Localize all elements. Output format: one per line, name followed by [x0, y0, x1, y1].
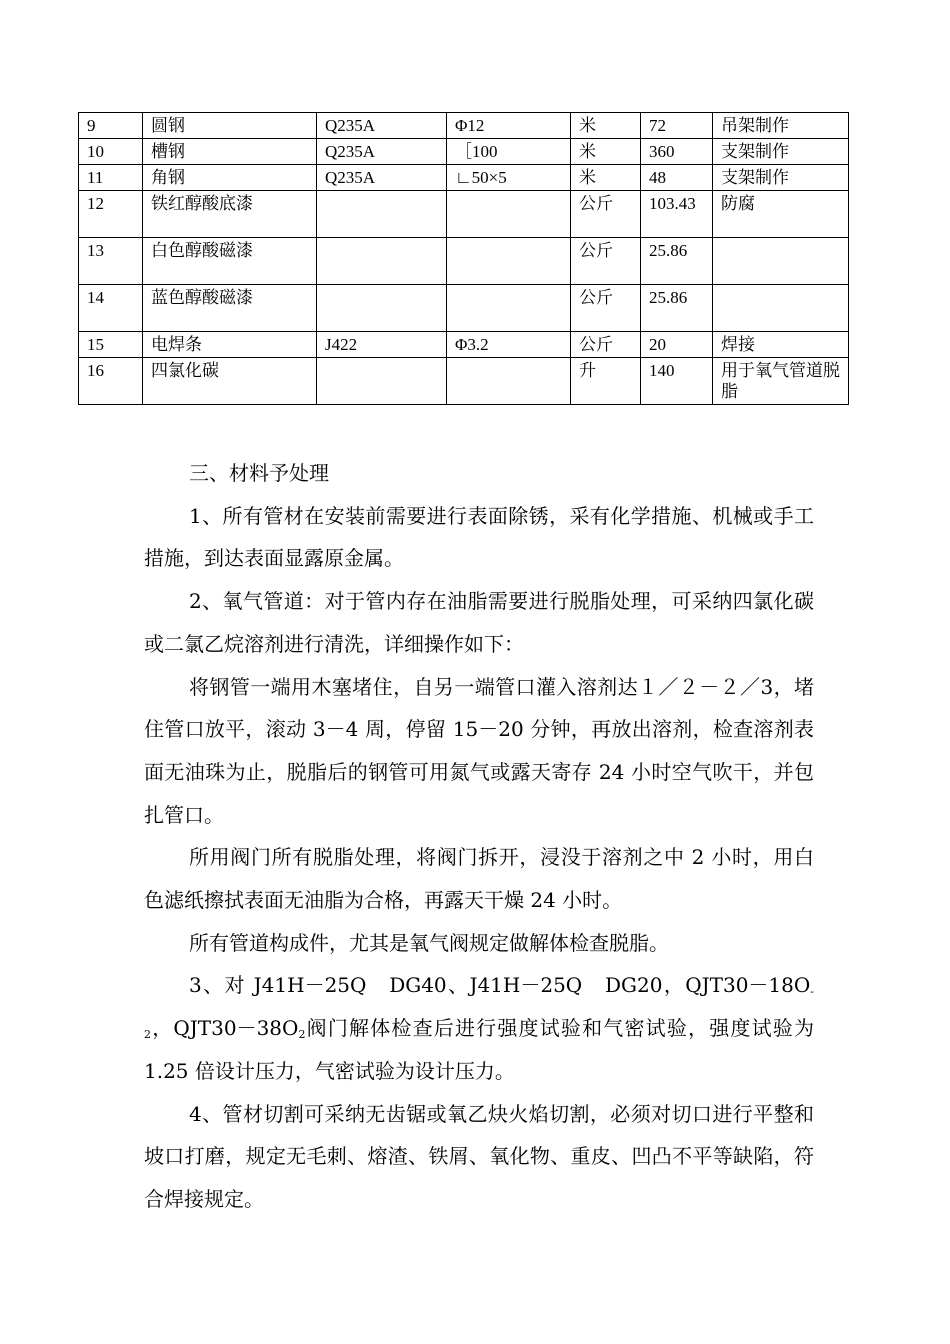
table-cell: [447, 238, 571, 285]
table-cell: 25.86: [641, 238, 713, 285]
table-cell: 11: [79, 165, 143, 191]
table-cell: 10: [79, 139, 143, 165]
table-cell: Q235A: [317, 165, 447, 191]
table-cell: 四氯化碳: [143, 358, 317, 405]
table-cell: [447, 285, 571, 332]
table-cell: 电焊条: [143, 332, 317, 358]
paragraph-1: 1、所有管材在安装前需要进行表面除锈，采有化学措施、机械或手工措施，到达表面显露原金属。: [144, 503, 814, 571]
table-row: [79, 113, 849, 139]
table-cell: 米: [571, 139, 641, 165]
table-cell: 公斤: [571, 285, 641, 332]
paragraph-4: 所用阀门所有脱脂处理，将阀门拆开，浸没于溶剂之中 2 小时，用白色滤纸擦拭表面无油脂为合格，再露天干燥 24 小时。: [144, 845, 814, 913]
table-cell: 16: [79, 358, 143, 405]
paragraph-7: 4、管材切割可采纳无齿锯或氧乙炔火焰切割，必须对切口进行平整和坡口打磨，规定无毛刺、熔渣、铁屑、氧化物、重皮、凹凸不平等缺陷，符合焊接规定。: [144, 1101, 814, 1211]
table-cell: J422: [317, 332, 447, 358]
table-cell: Φ12: [447, 113, 571, 139]
table-cell: Φ3.2: [447, 332, 571, 358]
paragraph-2: 2、氧气管道：对于管内存在油脂需要进行脱脂处理，可采纳四氯化碳或二氯乙烷溶剂进行清洗，详细操作如下：: [144, 589, 814, 656]
table-row: [79, 238, 849, 285]
table-cell: 103.43: [641, 191, 713, 238]
table-cell: 圆钢: [143, 113, 317, 139]
table-cell: 公斤: [571, 238, 641, 285]
table-cell: [447, 358, 571, 405]
table-row: [79, 165, 849, 191]
table-cell: 白色醇酸磁漆: [143, 238, 317, 285]
table-cell: 米: [571, 113, 641, 139]
table-cell: 12: [79, 191, 143, 238]
table-cell: 9: [79, 113, 143, 139]
table-cell: 48: [641, 165, 713, 191]
materials-table-body: [79, 113, 849, 405]
table-cell: 公斤: [571, 191, 641, 238]
table-cell: [713, 285, 849, 332]
subscript-2: 2: [298, 1028, 306, 1042]
table-cell: 15: [79, 332, 143, 358]
table-cell: 升: [571, 358, 641, 405]
paragraph-3: 将钢管一端用木塞堵住，自另一端管口灌入溶剂达１／２－２／3，堵住管口放平，滚动 3－4 周，停留 15－20 分钟，再放出溶剂，检查溶剂表面无油珠为止，脱脂后的钢管可用氮气或露天寄存 24 小时空气吹干，并包扎管口。: [144, 674, 814, 827]
table-cell: 140: [641, 358, 713, 405]
table-cell: 槽钢: [143, 139, 317, 165]
paragraph-6-part-a: 3、对 J41H－25Q DG40、J41H－25Q DG20，QJT30－18O: [189, 973, 811, 998]
table-cell: 铁红醇酸底漆: [143, 191, 317, 238]
table-cell: [317, 358, 447, 405]
table-cell: 公斤: [571, 332, 641, 358]
table-cell: 焊接: [713, 332, 849, 358]
table-cell: 25.86: [641, 285, 713, 332]
paragraph-5: 所有管道构成件，尤其是氧气阀规定做解体检查脱脂。: [189, 930, 669, 955]
table-cell: 防腐: [713, 191, 849, 238]
table-cell: 角钢: [143, 165, 317, 191]
table-cell: ［100: [447, 139, 571, 165]
section-heading: 三、材料予处理: [189, 461, 329, 485]
table-cell: 支架制作: [713, 139, 849, 165]
subscript-1: -2: [144, 985, 814, 1042]
table-row: [79, 358, 849, 405]
table-cell: ∟50×5: [447, 165, 571, 191]
table-cell: [317, 191, 447, 238]
paragraph-6-part-c: 阀门解体检查后进行强度试验和气密试验，强度试验为 1.25 倍设计压力，气密试验为设计压力。: [144, 1016, 814, 1083]
table-row: [79, 191, 849, 238]
table-cell: [713, 238, 849, 285]
table-cell: 14: [79, 285, 143, 332]
table-cell: 20: [641, 332, 713, 358]
table-cell: 13: [79, 238, 143, 285]
table-cell: 用于氧气管道脱脂: [713, 358, 849, 405]
table-cell: 米: [571, 165, 641, 191]
section-body: [144, 452, 814, 1221]
table-cell: [317, 285, 447, 332]
table-row: [79, 285, 849, 332]
table-cell: 吊架制作: [713, 113, 849, 139]
table-cell: [447, 191, 571, 238]
paragraph-6-part-b: ，QJT30－38O: [151, 1016, 299, 1041]
table-cell: Q235A: [317, 113, 447, 139]
table-cell: 支架制作: [713, 165, 849, 191]
table-cell: [317, 238, 447, 285]
table-cell: 72: [641, 113, 713, 139]
table-cell: 蓝色醇酸磁漆: [143, 285, 317, 332]
materials-table: [78, 112, 849, 405]
table-row: [79, 139, 849, 165]
paragraph-6: [144, 964, 814, 1092]
table-cell: Q235A: [317, 139, 447, 165]
table-row: [79, 332, 849, 358]
table-cell: 360: [641, 139, 713, 165]
